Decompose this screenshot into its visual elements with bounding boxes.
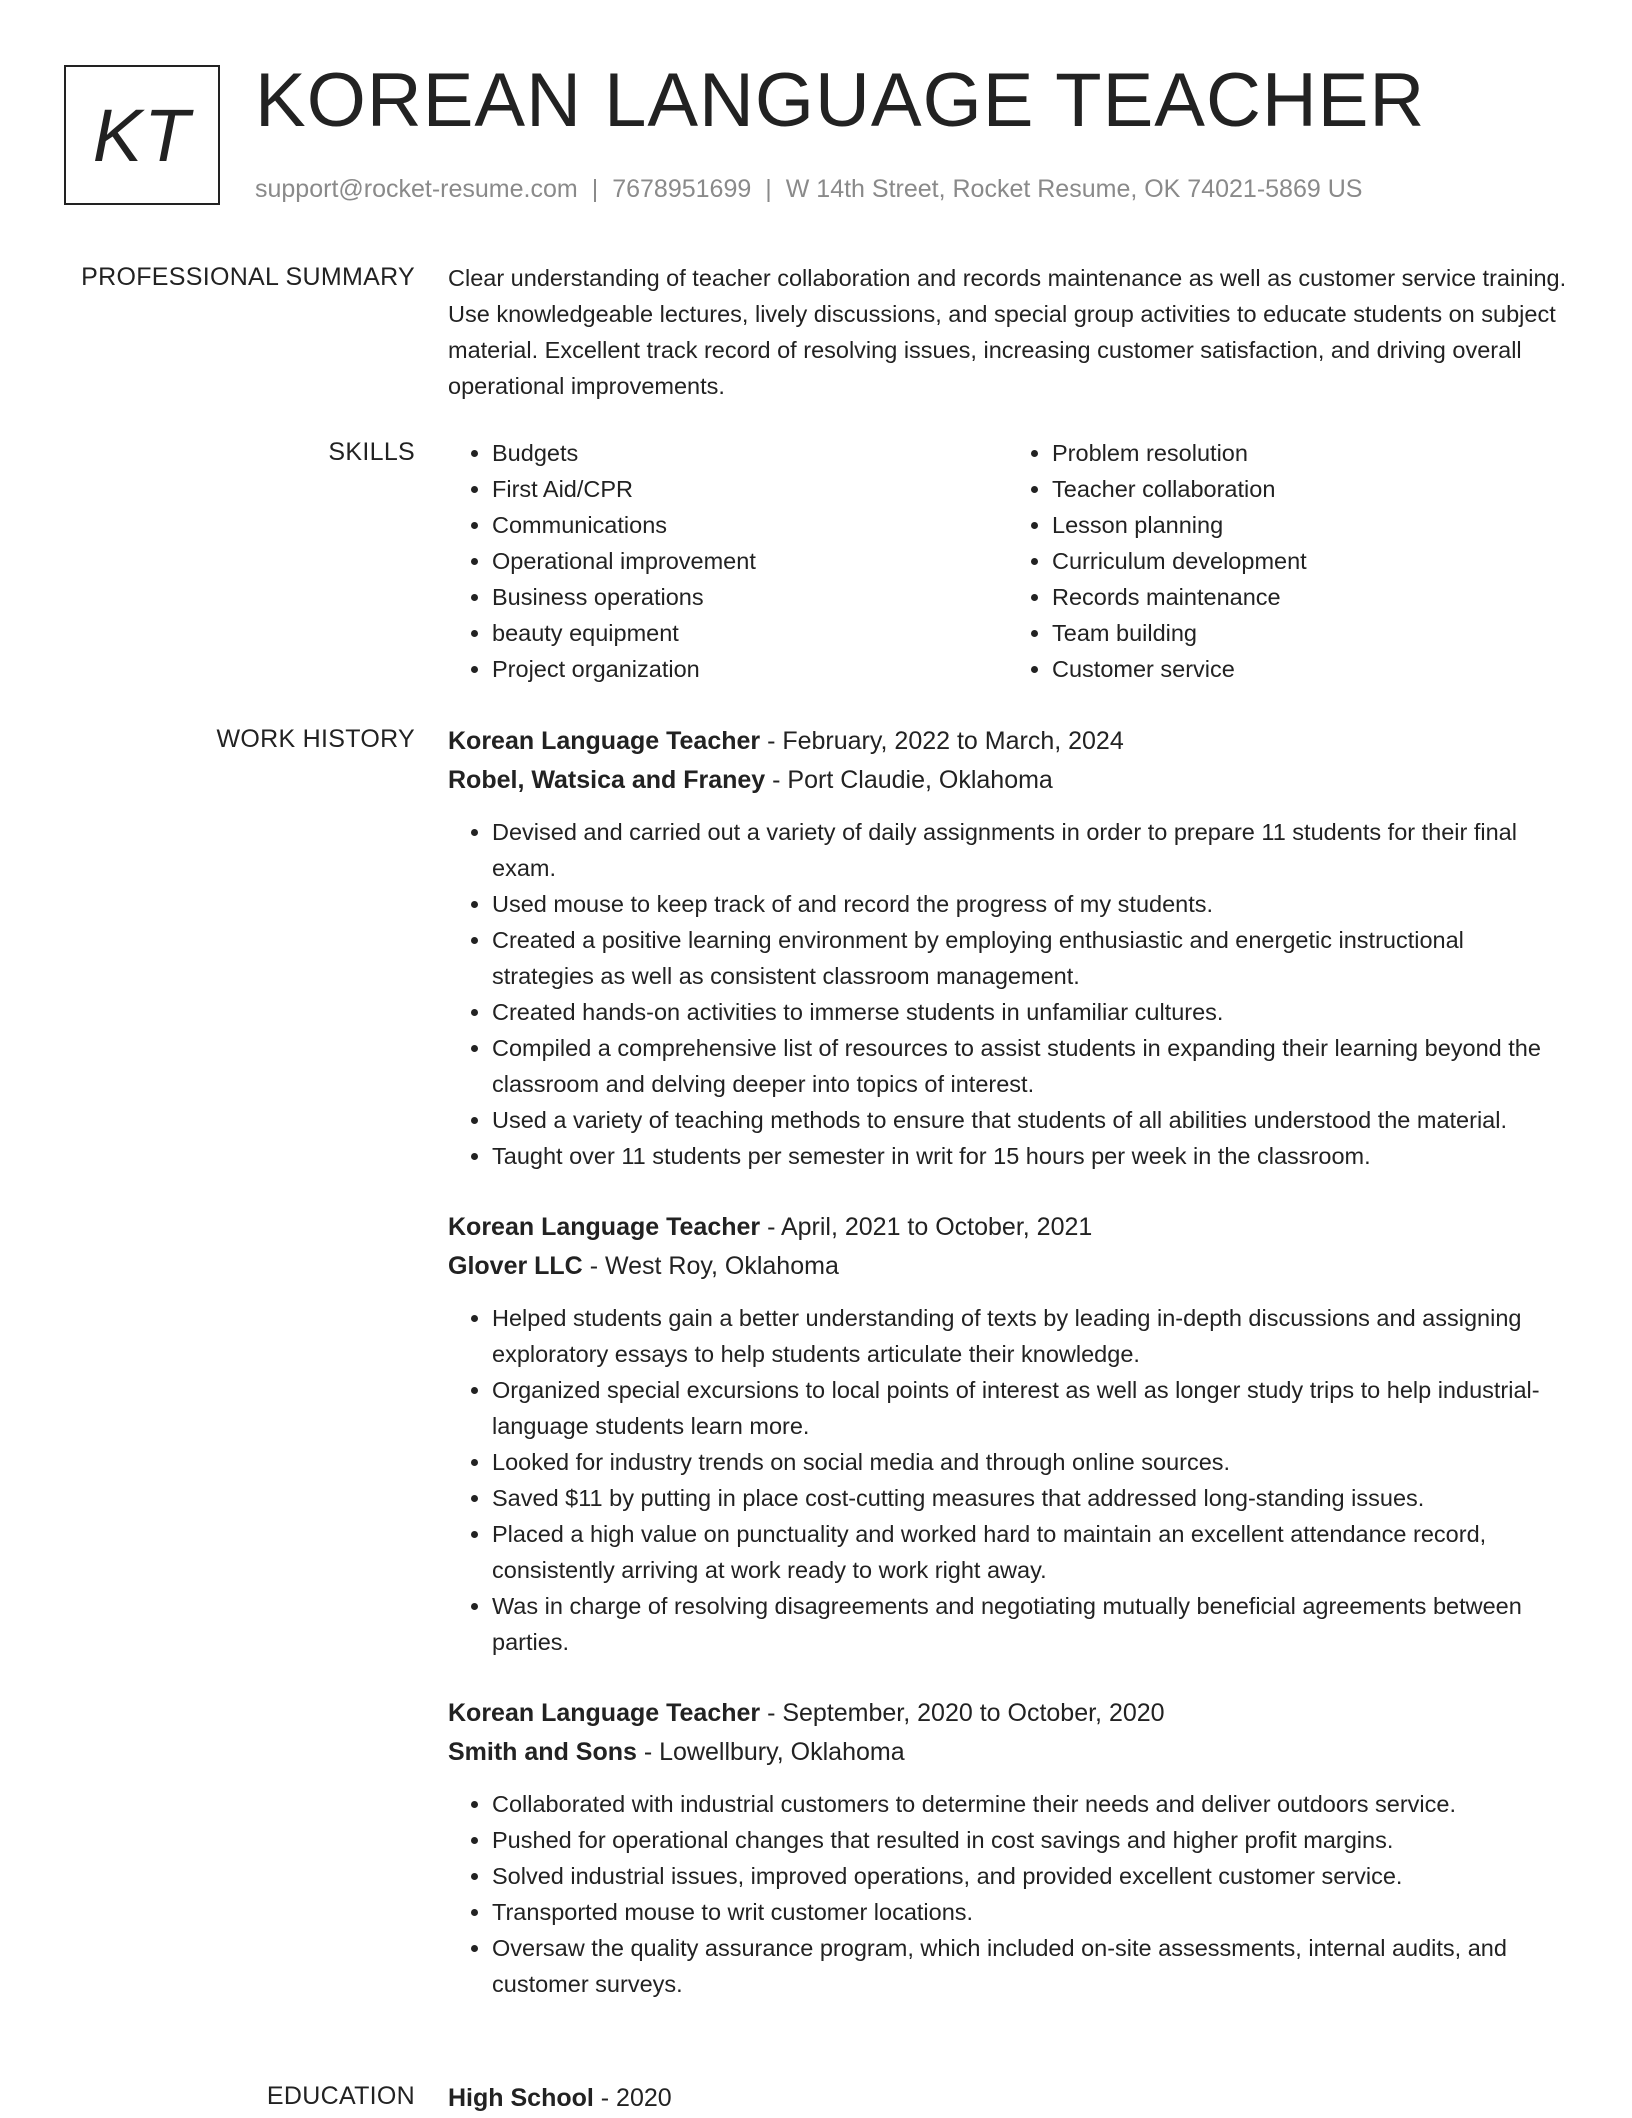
job-bullet: • Organized special excursions to local points of interest as well as longer study trips to help industrial-language students learn more. (492, 1372, 1568, 1444)
job-bullet: • Collaborated with industrial customers to determine their needs and deliver outdoors service. (492, 1786, 1568, 1822)
job-company-line (448, 761, 1568, 800)
summary-title: PROFESSIONAL SUMMARY (81, 263, 415, 291)
job-location: - Lowellbury, Oklahoma (636, 1738, 905, 1766)
job-dates: - April, 2021 to October, 2021 (760, 1213, 1093, 1241)
job-bullet: • Helped students gain a better understanding of texts by leading in-depth discussions and assigning exploratory essays to help students articulate their knowledge. (492, 1300, 1568, 1372)
job-dates: - September, 2020 to October, 2020 (760, 1699, 1165, 1727)
skill-item: • Customer service (1052, 651, 1568, 687)
separator: | (765, 175, 772, 203)
summary-text: Clear understanding of teacher collaboration and records maintenance as well as customer service training. Use knowledgeable lectures, lively discussions, and special group activities to educate students on subject material. Excellent track record of resolving issues, increasing customer satisfaction, and driving overall operational improvements. (448, 265, 1567, 399)
skill-item: • Teacher collaboration (1052, 471, 1568, 507)
job-bullet: • Used mouse to keep track of and record the progress of my students. (492, 886, 1568, 922)
skill-item: • Project organization (492, 651, 1008, 687)
skills-title: SKILLS (328, 438, 415, 466)
job-role: Korean Language Teacher (448, 1213, 761, 1241)
job-entry (448, 722, 1568, 1174)
job-bullet: • Pushed for operational changes that resulted in cost savings and higher profit margins. (492, 1822, 1568, 1858)
job-bullets (448, 814, 1568, 1174)
job-bullet: • Taught over 11 students per semester in writ for 15 hours per week in the classroom. (492, 1138, 1568, 1174)
job-bullet: • Created hands-on activities to immerse students in unfamiliar cultures. (492, 994, 1568, 1030)
skills-list-right (1008, 435, 1568, 687)
job-bullet: • Devised and carried out a variety of daily assignments in order to prepare 11 students for their final exam. (492, 814, 1568, 886)
job-title-line (448, 722, 1568, 761)
job-bullet: • Was in charge of resolving disagreements and negotiating mutually beneficial agreements between parties. (492, 1588, 1568, 1660)
job-company-line (448, 1733, 1568, 1772)
job-location: - Port Claudie, Oklahoma (765, 766, 1053, 794)
contact-phone[interactable]: 7678951699 (612, 175, 752, 203)
job-bullet: • Looked for industry trends on social media and through online sources. (492, 1444, 1568, 1480)
contact-address: W 14th Street, Rocket Resume, OK 74021-5869 US (785, 175, 1363, 203)
job-bullet: • Created a positive learning environment by employing enthusiastic and energetic instructional strategies as well as consistent classroom management. (492, 922, 1568, 994)
job-bullet: • Compiled a comprehensive list of resources to assist students in expanding their learning beyond the classroom and delving deeper into topics of interest. (492, 1030, 1568, 1102)
job-bullets (448, 1786, 1568, 2002)
job-bullet: • Oversaw the quality assurance program, which included on-site assessments, internal audits, and customer surveys. (492, 1930, 1568, 2002)
skill-item: • Records maintenance (1052, 579, 1568, 615)
job-company-line (448, 1247, 1568, 1286)
education-degree: High School (448, 2084, 594, 2112)
education-title: EDUCATION (266, 2082, 415, 2110)
job-company: Robel, Watsica and Franey (448, 766, 766, 794)
job-location: - West Roy, Oklahoma (582, 1252, 839, 1280)
job-bullets (448, 1300, 1568, 1660)
job-bullet: • Solved industrial issues, improved operations, and provided excellent customer service. (492, 1858, 1568, 1894)
job-title-line (448, 1208, 1568, 1247)
contact-line (255, 172, 1362, 206)
job-dates: - February, 2022 to March, 2024 (760, 727, 1124, 755)
monogram-logo: KT (64, 65, 220, 205)
skill-item: • First Aid/CPR (492, 471, 1008, 507)
education-year: - 2020 (593, 2084, 672, 2112)
skill-item: • Communications (492, 507, 1008, 543)
job-bullet: • Saved $11 by putting in place cost-cutting measures that addressed long-standing issues. (492, 1480, 1568, 1516)
job-company: Smith and Sons (448, 1738, 637, 1766)
skills-list-left (448, 435, 1008, 687)
job-role: Korean Language Teacher (448, 1699, 761, 1727)
job-role: Korean Language Teacher (448, 727, 761, 755)
resume-name: KOREAN LANGUAGE TEACHER (255, 58, 1426, 143)
skill-item: • Operational improvement (492, 543, 1008, 579)
job-bullet: • Used a variety of teaching methods to ensure that students of all abilities understood the material. (492, 1102, 1568, 1138)
job-bullet: • Placed a high value on punctuality and worked hard to maintain an excellent attendance record, consistently arriving at work ready to work right away. (492, 1516, 1568, 1588)
skill-item: • Curriculum development (1052, 543, 1568, 579)
job-title-line (448, 1694, 1568, 1733)
skill-item: • Team building (1052, 615, 1568, 651)
contact-email[interactable]: support@rocket-resume.com (255, 175, 578, 203)
skill-item: • Budgets (492, 435, 1008, 471)
job-entry (448, 1694, 1568, 2002)
skill-item: • Problem resolution (1052, 435, 1568, 471)
work-history-title: WORK HISTORY (216, 725, 415, 753)
separator: | (591, 175, 599, 203)
skill-item: • Business operations (492, 579, 1008, 615)
job-entry (448, 1208, 1568, 1660)
skill-item: • beauty equipment (492, 615, 1008, 651)
education-line (448, 2079, 1568, 2118)
job-company: Glover LLC (448, 1252, 583, 1280)
job-bullet: • Transported mouse to writ customer locations. (492, 1894, 1568, 1930)
skill-item: • Lesson planning (1052, 507, 1568, 543)
